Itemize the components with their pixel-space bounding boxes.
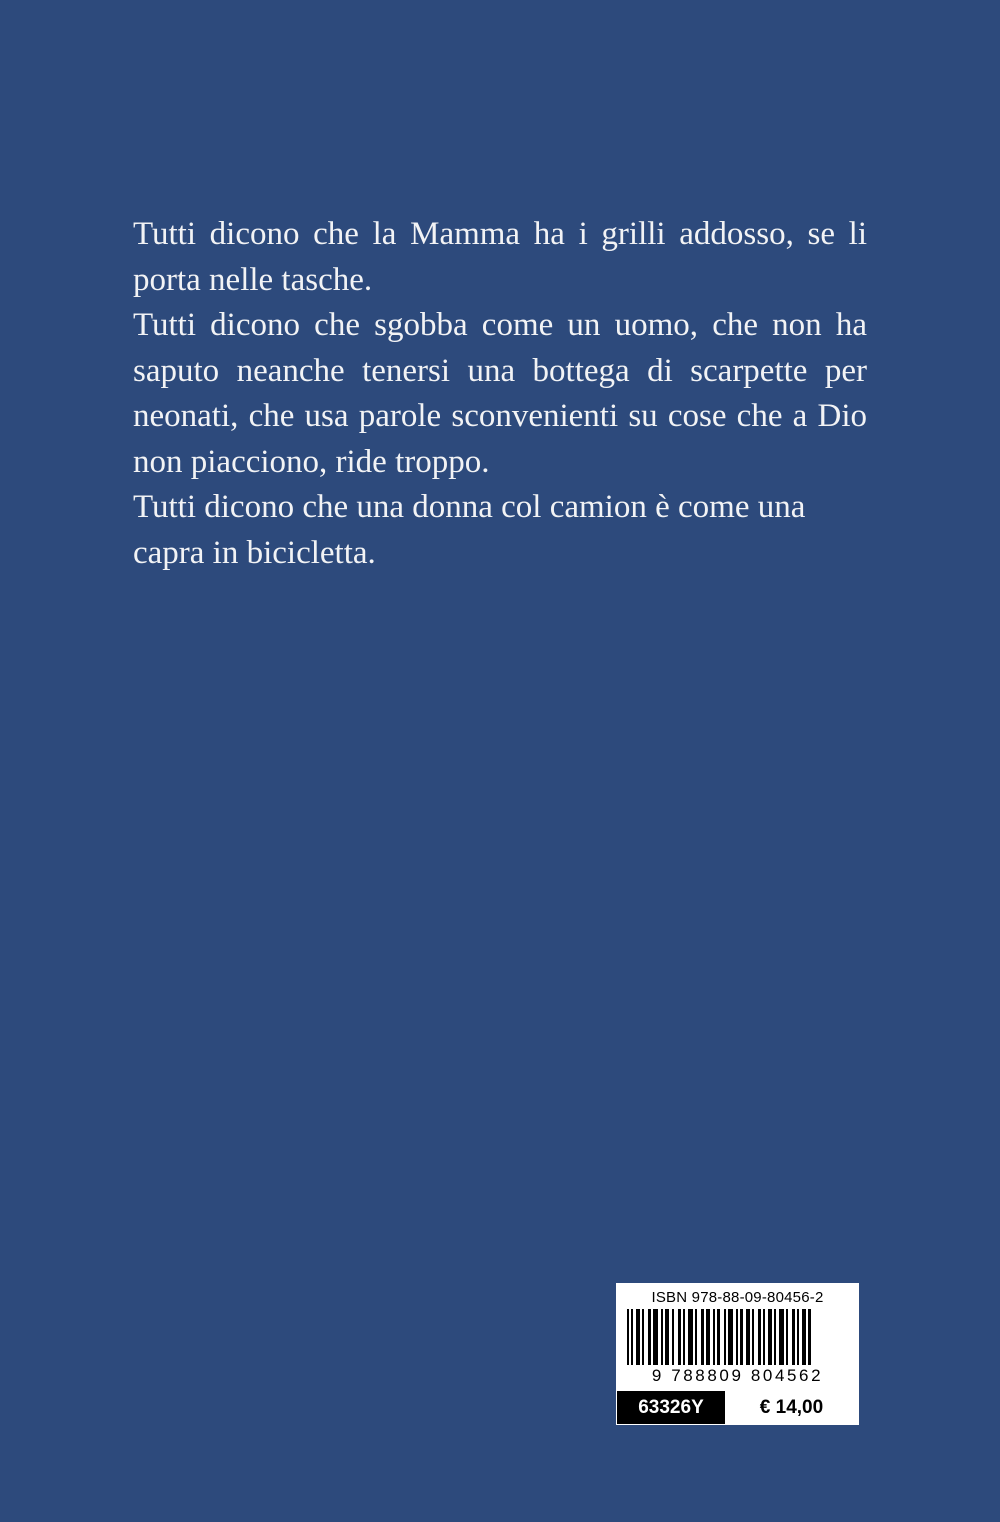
blurb-text	[133, 212, 867, 576]
barcode-block	[616, 1283, 859, 1425]
isbn-label: ISBN 978-88-09-80456-2	[651, 1289, 824, 1306]
blurb-paragraph-3: Tutti dicono che una donna col camion è come una capra in bicicletta.	[133, 489, 806, 571]
product-code: 63326Y	[617, 1391, 725, 1424]
price-value: € 14,00	[725, 1391, 858, 1424]
ean-digits: 9 788809 804562	[651, 1366, 824, 1385]
blurb-paragraph-1: Tutti dicono che la Mamma ha i grilli addosso, se li porta nelle tasche.	[133, 216, 867, 298]
barcode-bars	[627, 1309, 848, 1365]
blurb-paragraph-2: Tutti dicono che sgobba come un uomo, che non ha saputo neanche tenersi una bottega di scarpette per neonati, che usa parole sconvenienti su cose che a Dio non piacciono, ride troppo.	[133, 307, 867, 480]
price-row	[617, 1390, 858, 1424]
